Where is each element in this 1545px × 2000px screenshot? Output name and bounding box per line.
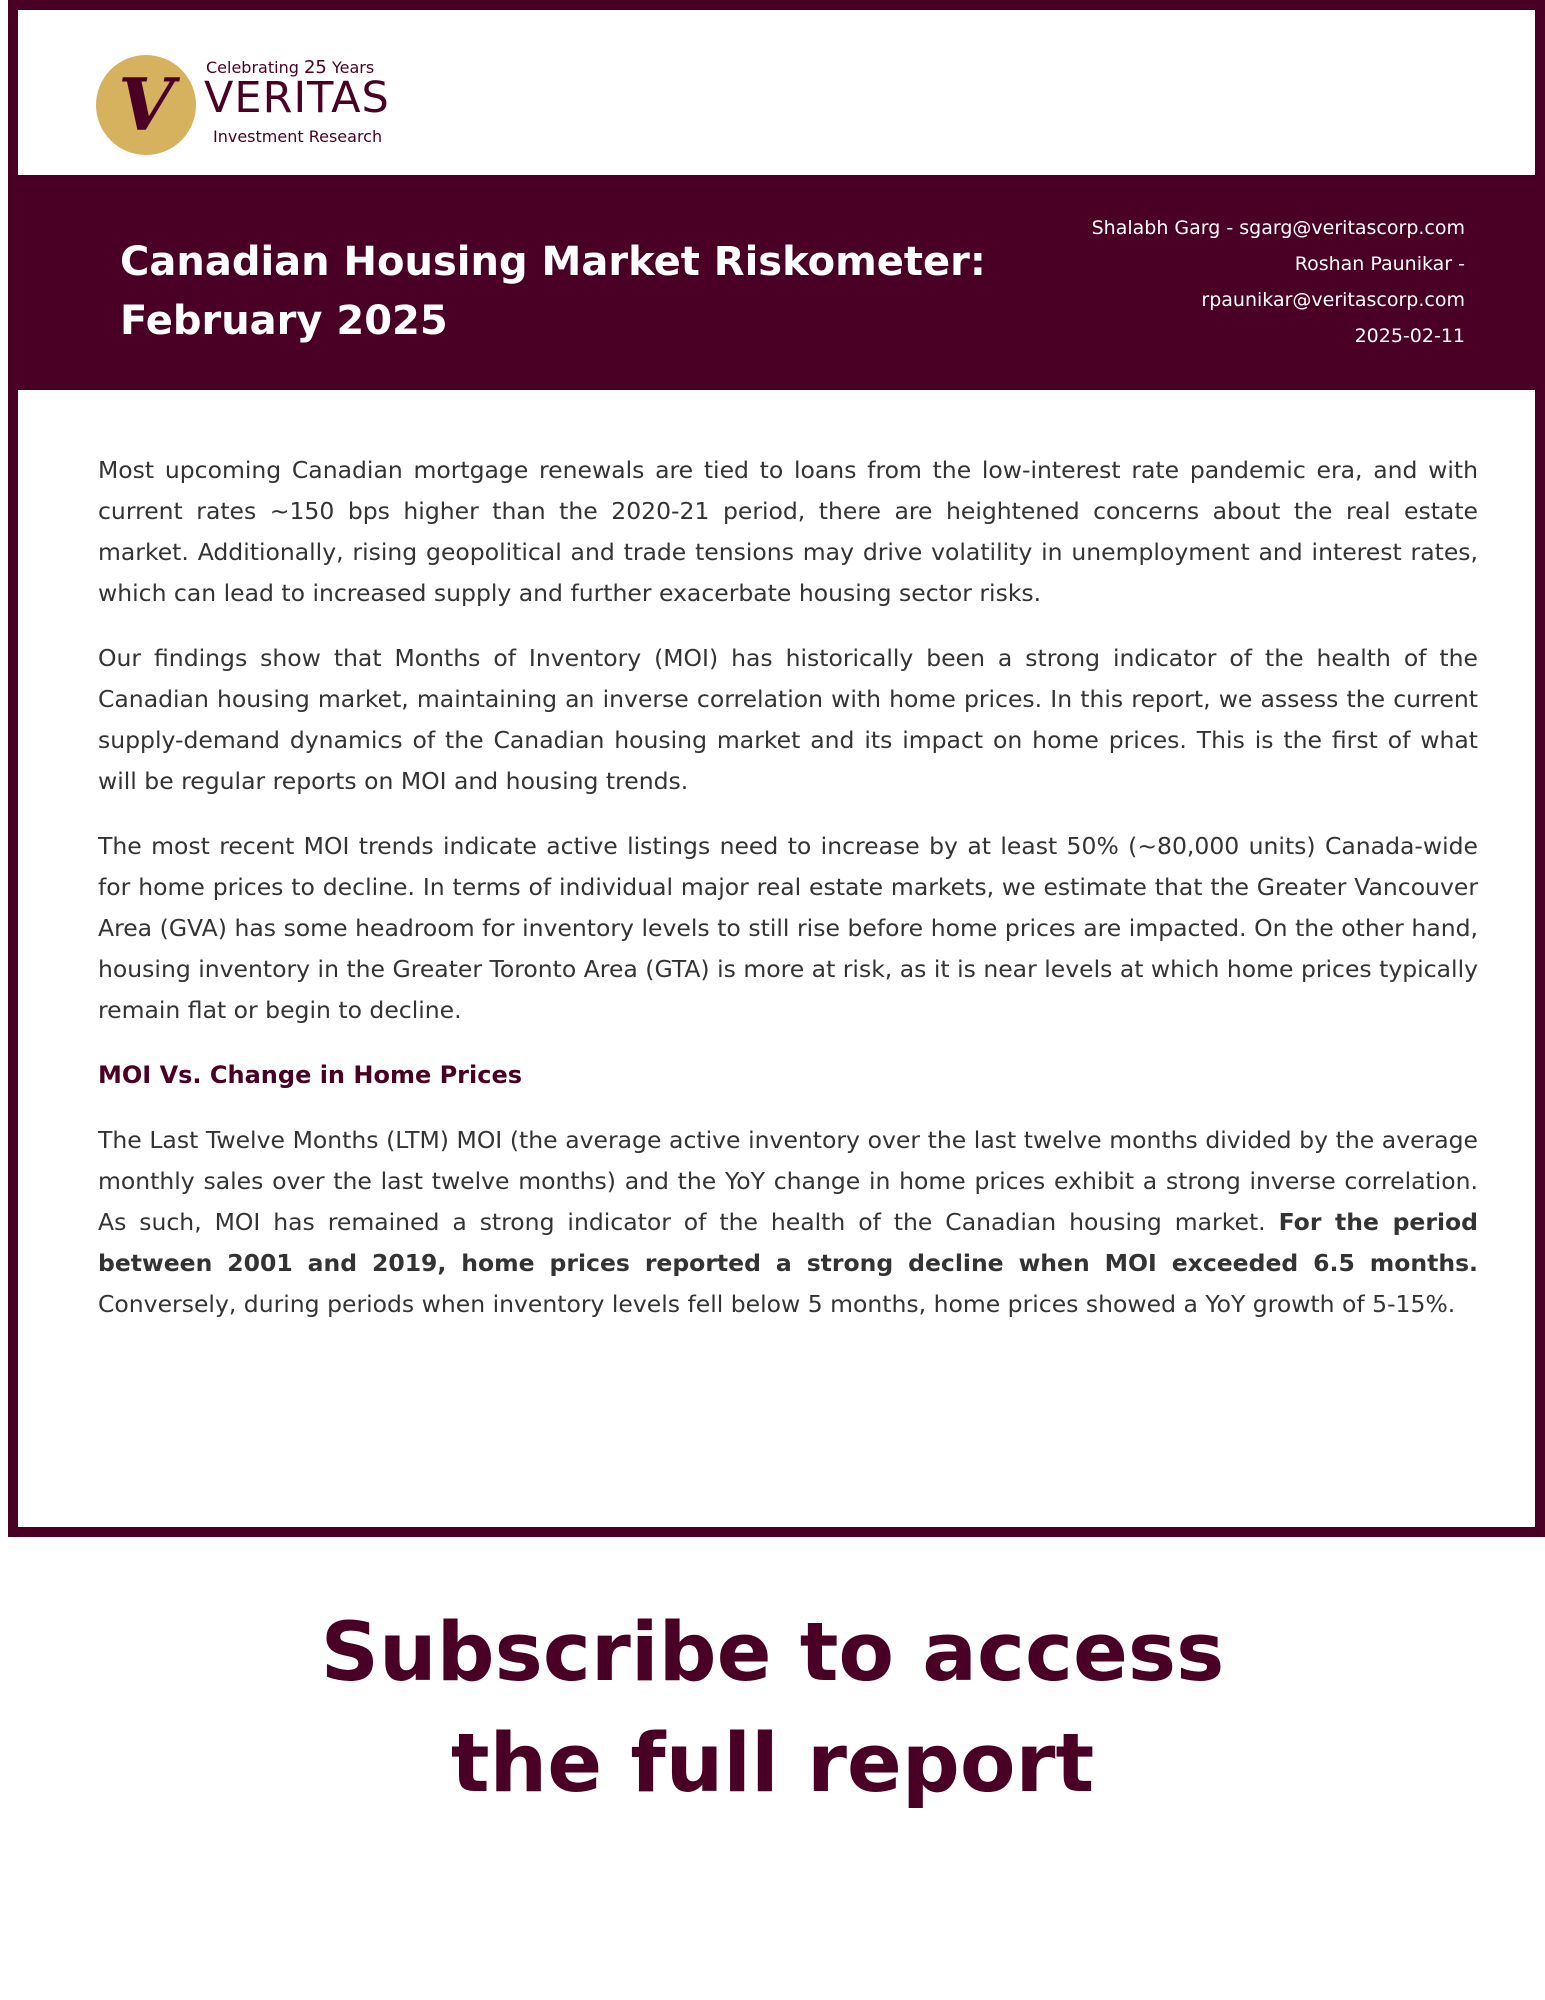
report-header-band	[18, 175, 1535, 390]
body-paragraph: Most upcoming Canadian mortgage renewals are tied to loans from the low-interest rate pandemic era, and with current rates ~150 bps higher than the 2020-21 period, there are heightened concerns about the real estate market. Additionally, rising geopolitical and trade tensions may drive volatility in unemployment and interest rates, which can lead to increased supply and further exacerbate housing sector risks.	[98, 456, 1478, 607]
years-label: Years	[331, 58, 375, 77]
logo-wordmark: VERITAS	[204, 73, 390, 123]
years-number: 25	[303, 57, 327, 78]
body-paragraph	[98, 1120, 1478, 1325]
paragraph-bold-text: For the period between 2001 and 2019, home prices reported a strong decline when MOI exceeded 6.5 months.	[98, 1208, 1478, 1277]
author-block	[1085, 210, 1465, 354]
veritas-logo	[96, 45, 436, 165]
paragraph-lead-text: The Last Twelve Months (LTM) MOI (the average active inventory over the last twelve months divided by the average monthly sales over the last twelve months) and the YoY change in home prices exhibit a strong inverse correlation. As such, MOI has remained a strong indicator of the health of the Canadian housing market.	[98, 1126, 1478, 1236]
v-monogram-icon	[96, 55, 196, 155]
report-title: Canadian Housing Market Riskometer: February 2025	[120, 239, 986, 344]
section-heading: MOI Vs. Change in Home Prices	[98, 1061, 523, 1089]
logo-emblem	[96, 55, 196, 155]
subscribe-call-to-action[interactable]	[0, 1598, 1545, 1820]
body-paragraph: The most recent MOI trends indicate active listings need to increase by at least 50% (~80,000 units) Canada-wide for home prices to decline. In terms of individual major real estate markets, we estimate that the Greater Vancouver Area (GVA) has some headroom for inventory levels to still rise before home prices are impacted. On the other hand, housing inventory in the Greater Toronto Area (GTA) is more at risk, as it is near levels at which home prices typically remain flat or begin to decline.	[98, 832, 1478, 1024]
cta-line-2: the full report	[450, 1717, 1095, 1811]
logo-subtitle: Investment Research	[213, 127, 383, 146]
author-line: Shalabh Garg - sgarg@veritascorp.com	[1091, 217, 1465, 239]
celebrating-label: Celebrating	[206, 58, 299, 77]
report-body	[98, 450, 1478, 1349]
paragraph-tail-text: Conversely, during periods when inventory levels fell below 5 months, home prices showed a YoY growth of 5-15%.	[98, 1290, 1456, 1318]
report-date: 2025-02-11	[1354, 325, 1465, 347]
cta-line-1: Subscribe to access	[320, 1606, 1225, 1700]
monogram-letter: V	[118, 62, 174, 147]
author-line: rpaunikar@veritascorp.com	[1201, 289, 1465, 311]
author-line: Roshan Paunikar -	[1294, 253, 1465, 275]
report-preview-card	[8, 0, 1545, 1537]
body-paragraph: Our findings show that Months of Inventory (MOI) has historically been a strong indicator of the health of the Canadian housing market, maintaining an inverse correlation with home prices. In this report, we assess the current supply-demand dynamics of the Canadian housing market and its impact on home prices. This is the first of what will be regular reports on MOI and housing trends.	[98, 644, 1478, 795]
